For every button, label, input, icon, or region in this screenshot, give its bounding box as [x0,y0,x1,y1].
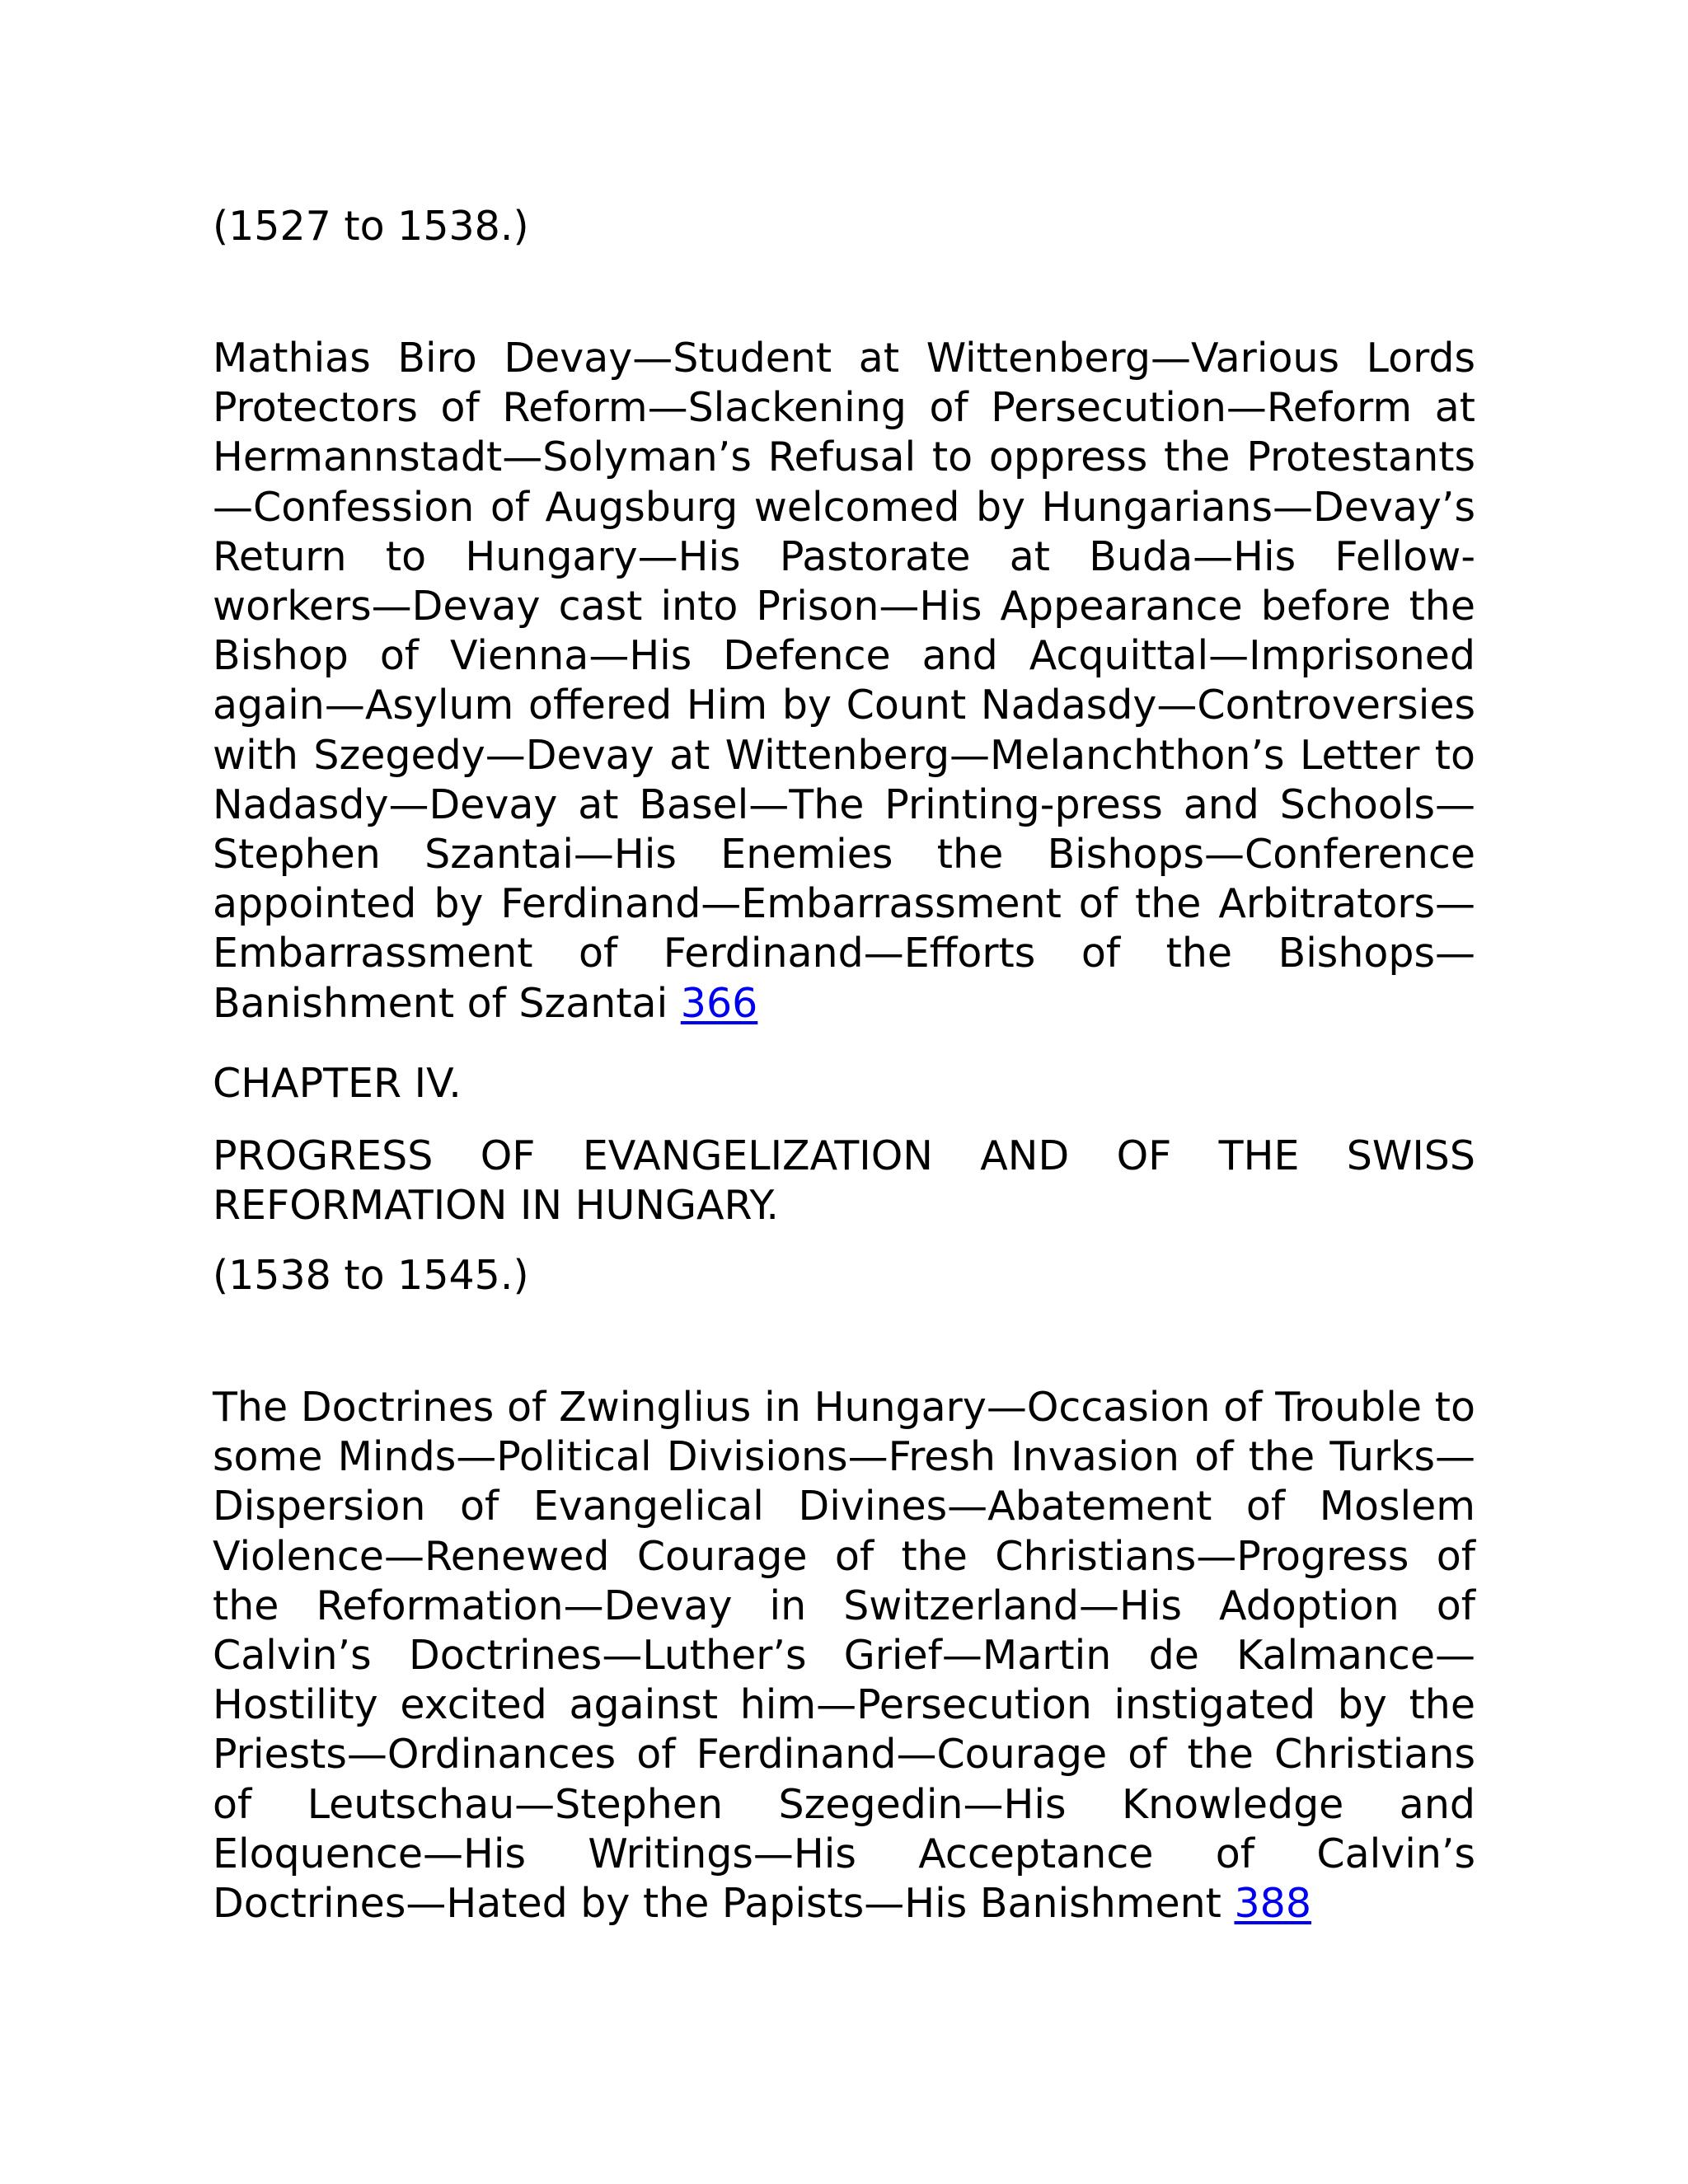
chapter-label: CHAPTER IV. [213,1060,462,1107]
summary-text: The Doctrines of Zwinglius in Hungary—Occasion of Trouble to some Minds—Political Divisions—Fresh Invasion of the Turks—Dispersion of Evangelical Divines—Abatement of Moslem Violence—Renewed Courage of the Christians—Progress of the Reformation—Devay in Switzerland—His Adoption of Calvin’s Doctrines—Luther’s Grief—Martin de Kalmance—Hostility excited against him—Persecution instigated by the Priests—Ordinances of Ferdinand—Courage of the Christians of Leutschau—Stephen Szegedin—His Knowledge and Eloquence—His Writings—His Acceptance of Calvin’s Doctrines—Hated by the Papists—His Banishment [213,1384,1475,1928]
chapter-summary [213,334,1475,1029]
page-link-366[interactable]: 366 [680,979,758,1027]
page-link-388[interactable]: 388 [1234,1880,1312,1928]
section-date-range: (1527 to 1538.) [213,203,529,250]
chapter-summary [213,1383,1475,1929]
summary-text: Mathias Biro Devay—Student at Wittenberg—Various Lords Protectors of Reform—Slackening of Persecution—Reform at Hermannstadt—Solyman’s Refusal to oppress the Protestants—Confession of Augsburg welcomed by Hungarians—Devay’s Return to Hungary—His Pastorate at Buda—His Fellow-workers—Devay cast into Prison—His Appearance before the Bishop of Vienna—His Defence and Acquittal—Imprisoned again—Asylum offered Him by Count Nadasdy—Controversies with Szegedy—Devay at Wittenberg—Melanchthon’s Letter to Nadasdy—Devay at Basel—The Printing-press and Schools—Stephen Szantai—His Enemies the Bishops—Conference appointed by Ferdinand—Embarrassment of the Arbitrators—Embarrassment of Ferdinand—Efforts of the Bishops—Banishment of Szantai [213,335,1475,1027]
chapter-title: PROGRESS OF EVANGELIZATION AND OF THE SWISS REFORMATION IN HUNGARY. [213,1132,1475,1230]
chapter-date-range: (1538 to 1545.) [213,1252,529,1299]
